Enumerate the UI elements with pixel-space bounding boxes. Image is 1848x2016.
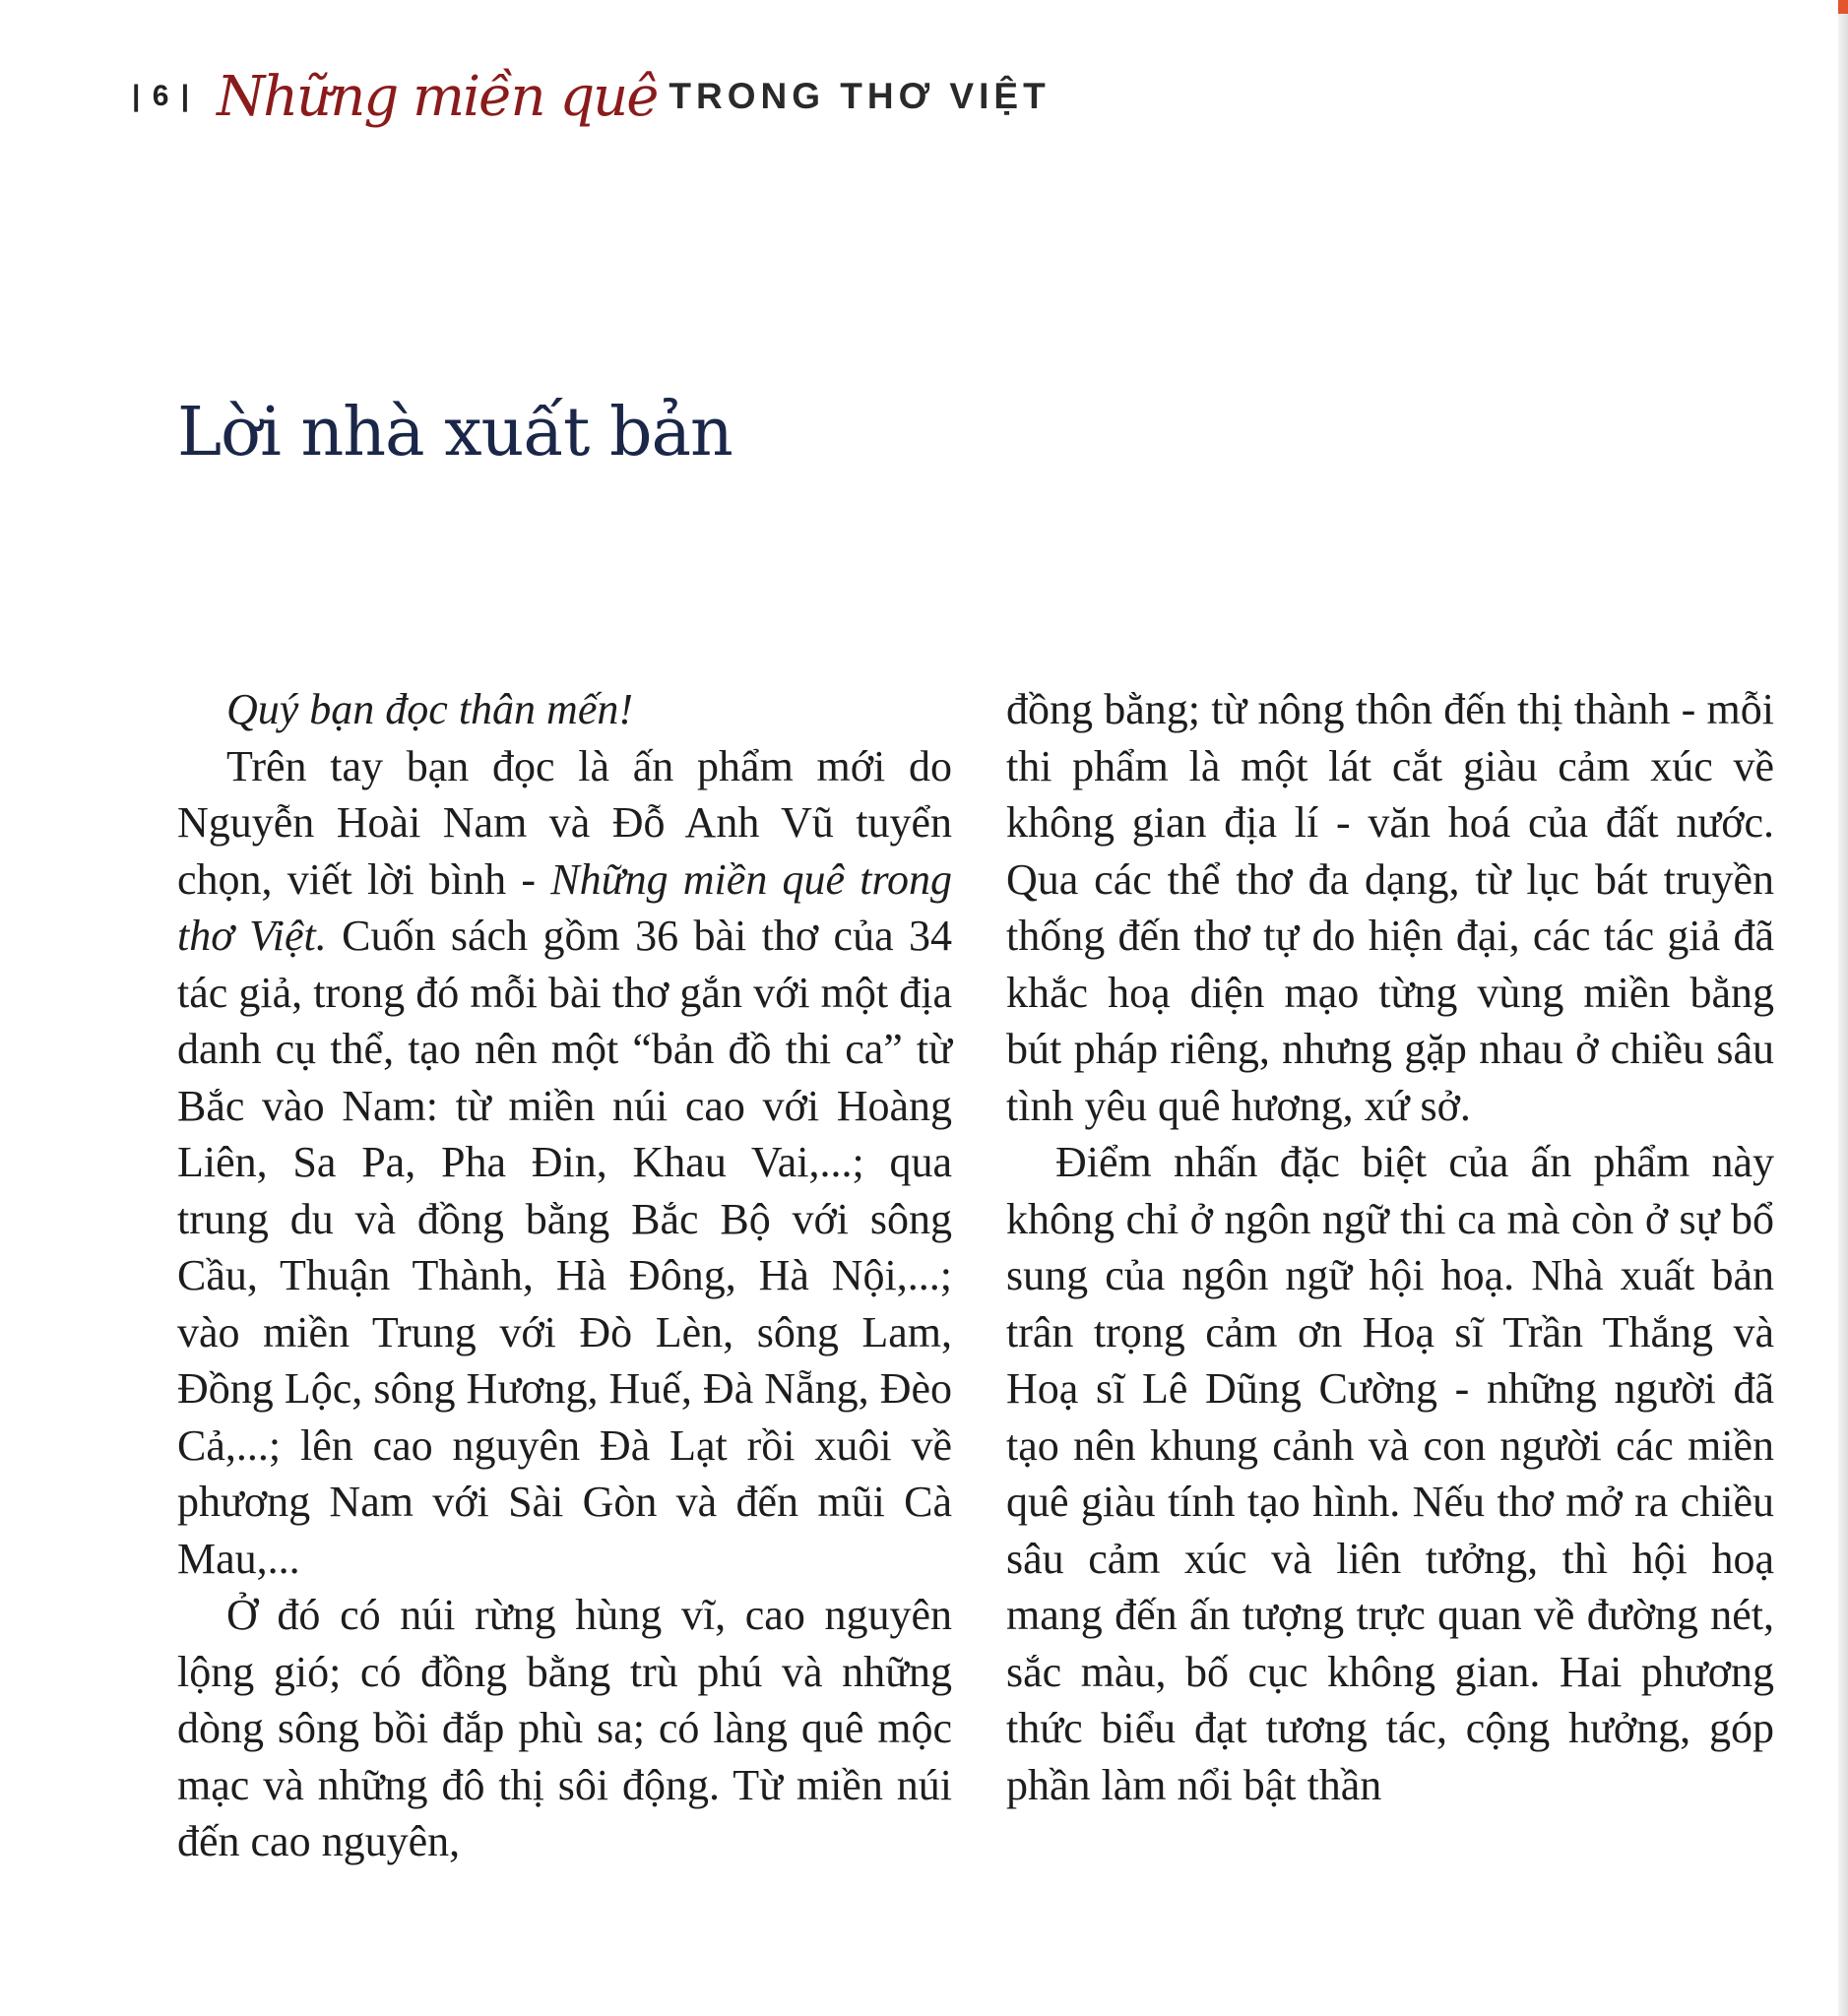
landscape-paragraph: Ở đó có núi rừng hùng vĩ, cao nguyên lộng gió; có đồng bằng trù phú và những dòng sông bồi đắp phù sa; có làng quê mộc mạc và những đô thị sôi động. Từ miền núi đến cao nguyên, — [177, 1591, 952, 1865]
page-edge — [1838, 0, 1848, 2016]
running-header — [132, 47, 1051, 146]
intro-text-b: Cuốn sách gồm 36 bài thơ của 34 tác giả, trong đó mỗi bài thơ gắn với một địa danh cụ thể, tạo nên một “bản đồ thi ca” từ Bắc vào Nam: từ miền núi cao với Hoàng Liên, Sa Pa, Pha Đin, Khau Vai,...; qua trung du và đồng bằng Bắc Bộ với sông Cầu, Thuận Thành, Hà Đông, Hà Nội,...; vào miền Trung với Đò Lèn, sông Lam, Đồng Lộc, sông Hương, Huế, Đà Nẵng, Đèo Cả,...; lên cao nguyên Đà Lạt rồi xuôi về phương Nam với Sài Gòn và đến mũi Cà Mau,... — [177, 912, 952, 1583]
intro-paragraph — [177, 738, 952, 1588]
intro-text-a: Trên tay bạn đọc là ấn phẩm mới do Nguyễn Hoài Nam và Đỗ Anh Vũ tuyển chọn, viết lời bình - — [177, 741, 952, 904]
landscape-paragraph-continued: đồng bằng; từ nông thôn đến thị thành - mỗi thi phẩm là một lát cắt giàu cảm xúc về không gian địa lí - văn hoá của đất nước. Qua các thể thơ đa dạng, từ lục bát truyền thống đến thơ tự do hiện đại, các tác giả đã khắc hoạ diện mạo từng vùng miền bằng bút pháp riêng, nhưng gặp nhau ở chiều sâu tình yêu quê hương, xứ sở. — [1006, 685, 1774, 1130]
series-title-caps: TRONG THƠ VIỆT — [669, 76, 1051, 116]
section-title: Lời nhà xuất bản — [177, 394, 733, 472]
book-title: Những miền quê trong thơ Việt. — [177, 854, 952, 960]
greeting-paragraph: Quý bạn đọc thân mến! — [226, 685, 634, 733]
illustration-paragraph: Điểm nhấn đặc biệt của ấn phẩm này không chỉ ở ngôn ngữ thi ca mà còn ở sự bổ sung của ngôn ngữ hội hoạ. Nhà xuất bản trân trọng cảm ơn Hoạ sĩ Trần Thắng và Hoạ sĩ Lê Dũng Cường - những người đã tạo nên khung cảnh và con người các miền quê giàu tính tạo hình. Nếu thơ mở ra chiều sâu cảm xúc và liên tưởng, thì hội hoạ mang đến ấn tượng trực quan về đường nét, sắc màu, bố cục không gian. Hai phương thức biểu đạt tương tác, cộng hưởng, góp phần làm nổi bật thần — [1006, 1138, 1774, 1809]
right-column — [1006, 681, 1774, 1813]
page-edge-accent — [1838, 0, 1848, 14]
left-column — [177, 681, 952, 1870]
series-title-script: Những miền quê — [217, 64, 658, 129]
page-number: | 6 | — [132, 80, 192, 112]
